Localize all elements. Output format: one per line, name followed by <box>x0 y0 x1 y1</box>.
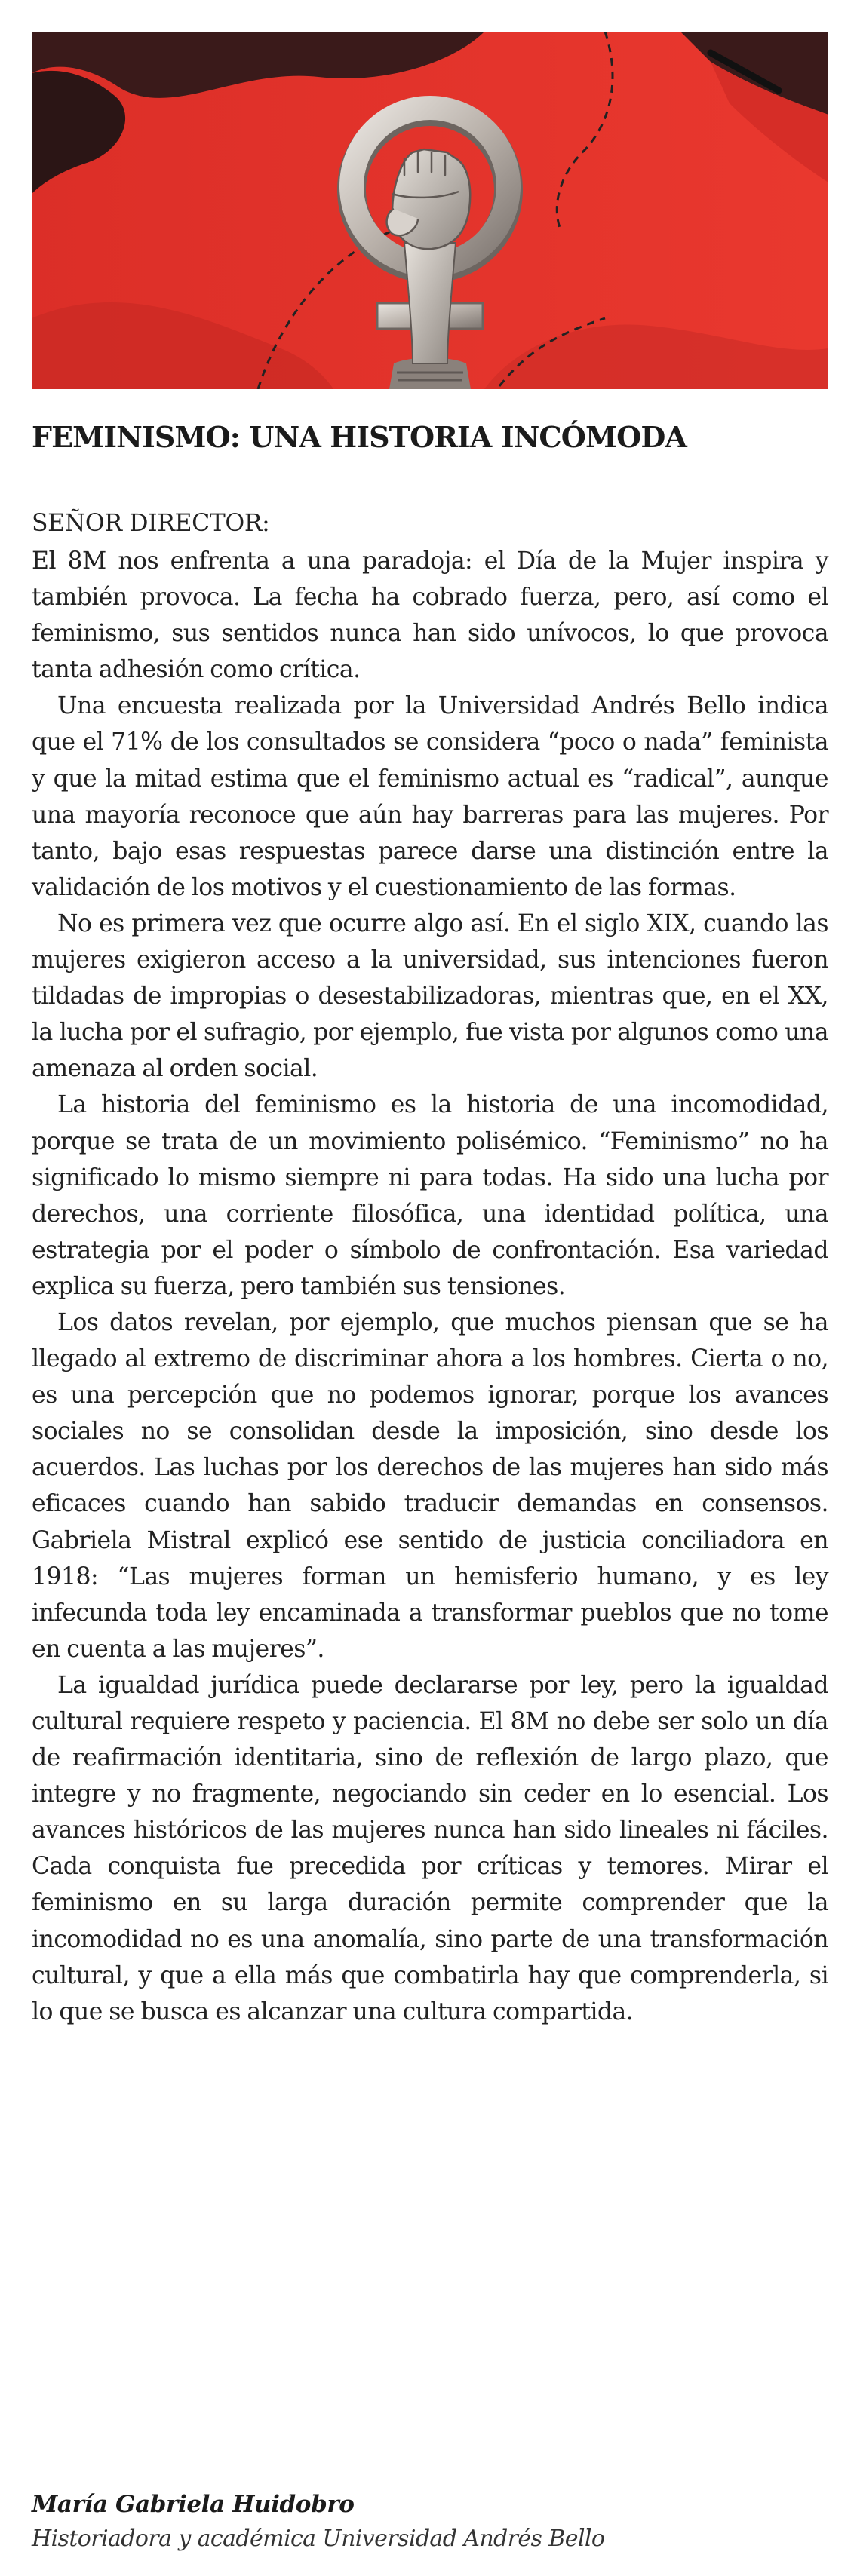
signature-block <box>32 2487 828 2556</box>
paragraph: El 8M nos enfrenta a una paradoja: el Día de la Mujer inspira y también provoca. La fecha ha cobrado fuerza, pero, así como el feminismo, sus sentidos nunca han sido unívocos, lo que provoca tanta adhesión como crítica. <box>32 547 828 684</box>
page-title: FEMINISMO: UNA HISTORIA INCÓMODA <box>32 420 687 454</box>
feminism-illustration <box>32 32 828 389</box>
paragraph: Una encuesta realizada por la Universidad Andrés Bello indica que el 71% de los consultados se considera “poco o nada” feminista y que la mitad estima que el feminismo actual es “radical”, aunque una mayoría reconoce que aún hay barreras para las mujeres. Por tanto, bajo esas respuestas parece darse una distinción entre la validación de los motivos y el cuestionamiento de las formas. <box>32 692 828 901</box>
letter-body <box>32 505 828 2030</box>
author-name: María Gabriela Huidobro <box>32 2491 355 2518</box>
salutation: SEÑOR DIRECTOR: <box>32 510 270 537</box>
paragraph: La historia del feminismo es la historia de una incomodidad, porque se trata de un movimiento polisémico. “Feminismo” no ha significado lo mismo siempre ni para todas. Ha sido una lucha por derechos, una corriente filosófica, una identidad política, una estrategia por el poder o símbolo de confrontación. Esa variedad explica su fuerza, pero también sus tensiones. <box>32 1091 828 1300</box>
paragraph: No es primera vez que ocurre algo así. En el siglo XIX, cuando las mujeres exigieron acceso a la universidad, sus intenciones fueron tildadas de impropias o desestabilizadoras, mientras que, en el XX, la lucha por el sufragio, por ejemplo, fue vista por algunos como una amenaza al orden social. <box>32 909 828 1083</box>
paragraph: La igualdad jurídica puede declararse por ley, pero la igualdad cultural requiere respeto y paciencia. El 8M no debe ser solo un día de reafirmación identitaria, sino de reflexión de largo plazo, que integre y no fragmente, negociando sin ceder en lo esencial. Los avances históricos de las mujeres nunca han sido lineales ni fáciles. Cada conquista fue precedida por críticas y temores. Mirar el feminismo en su larga duración permite comprender que la incomodidad no es una anomalía, sino parte de una transformación cultural, y que a ella más que combatirla hay que comprenderla, si lo que se busca es alcanzar una cultura compartida. <box>32 1671 828 2026</box>
author-title: Historiadora y académica Universidad Andrés Bello <box>32 2525 605 2552</box>
paragraph: Los datos revelan, por ejemplo, que muchos piensan que se ha llegado al extremo de discriminar ahora a los hombres. Cierta o no, es una percepción que no podemos ignorar, porque los avances sociales no se consolidan desde la imposición, sino desde los acuerdos. Las luchas por los derechos de las mujeres han sido más eficaces cuando han sabido traducir demandas en consensos. Gabriela Mistral explicó ese sentido de justicia conciliadora en 1918: “Las mujeres forman un hemisferio humano, y es ley infecunda toda ley encaminada a transformar pueblos que no tome en cuenta a las mujeres”. <box>32 1308 828 1663</box>
